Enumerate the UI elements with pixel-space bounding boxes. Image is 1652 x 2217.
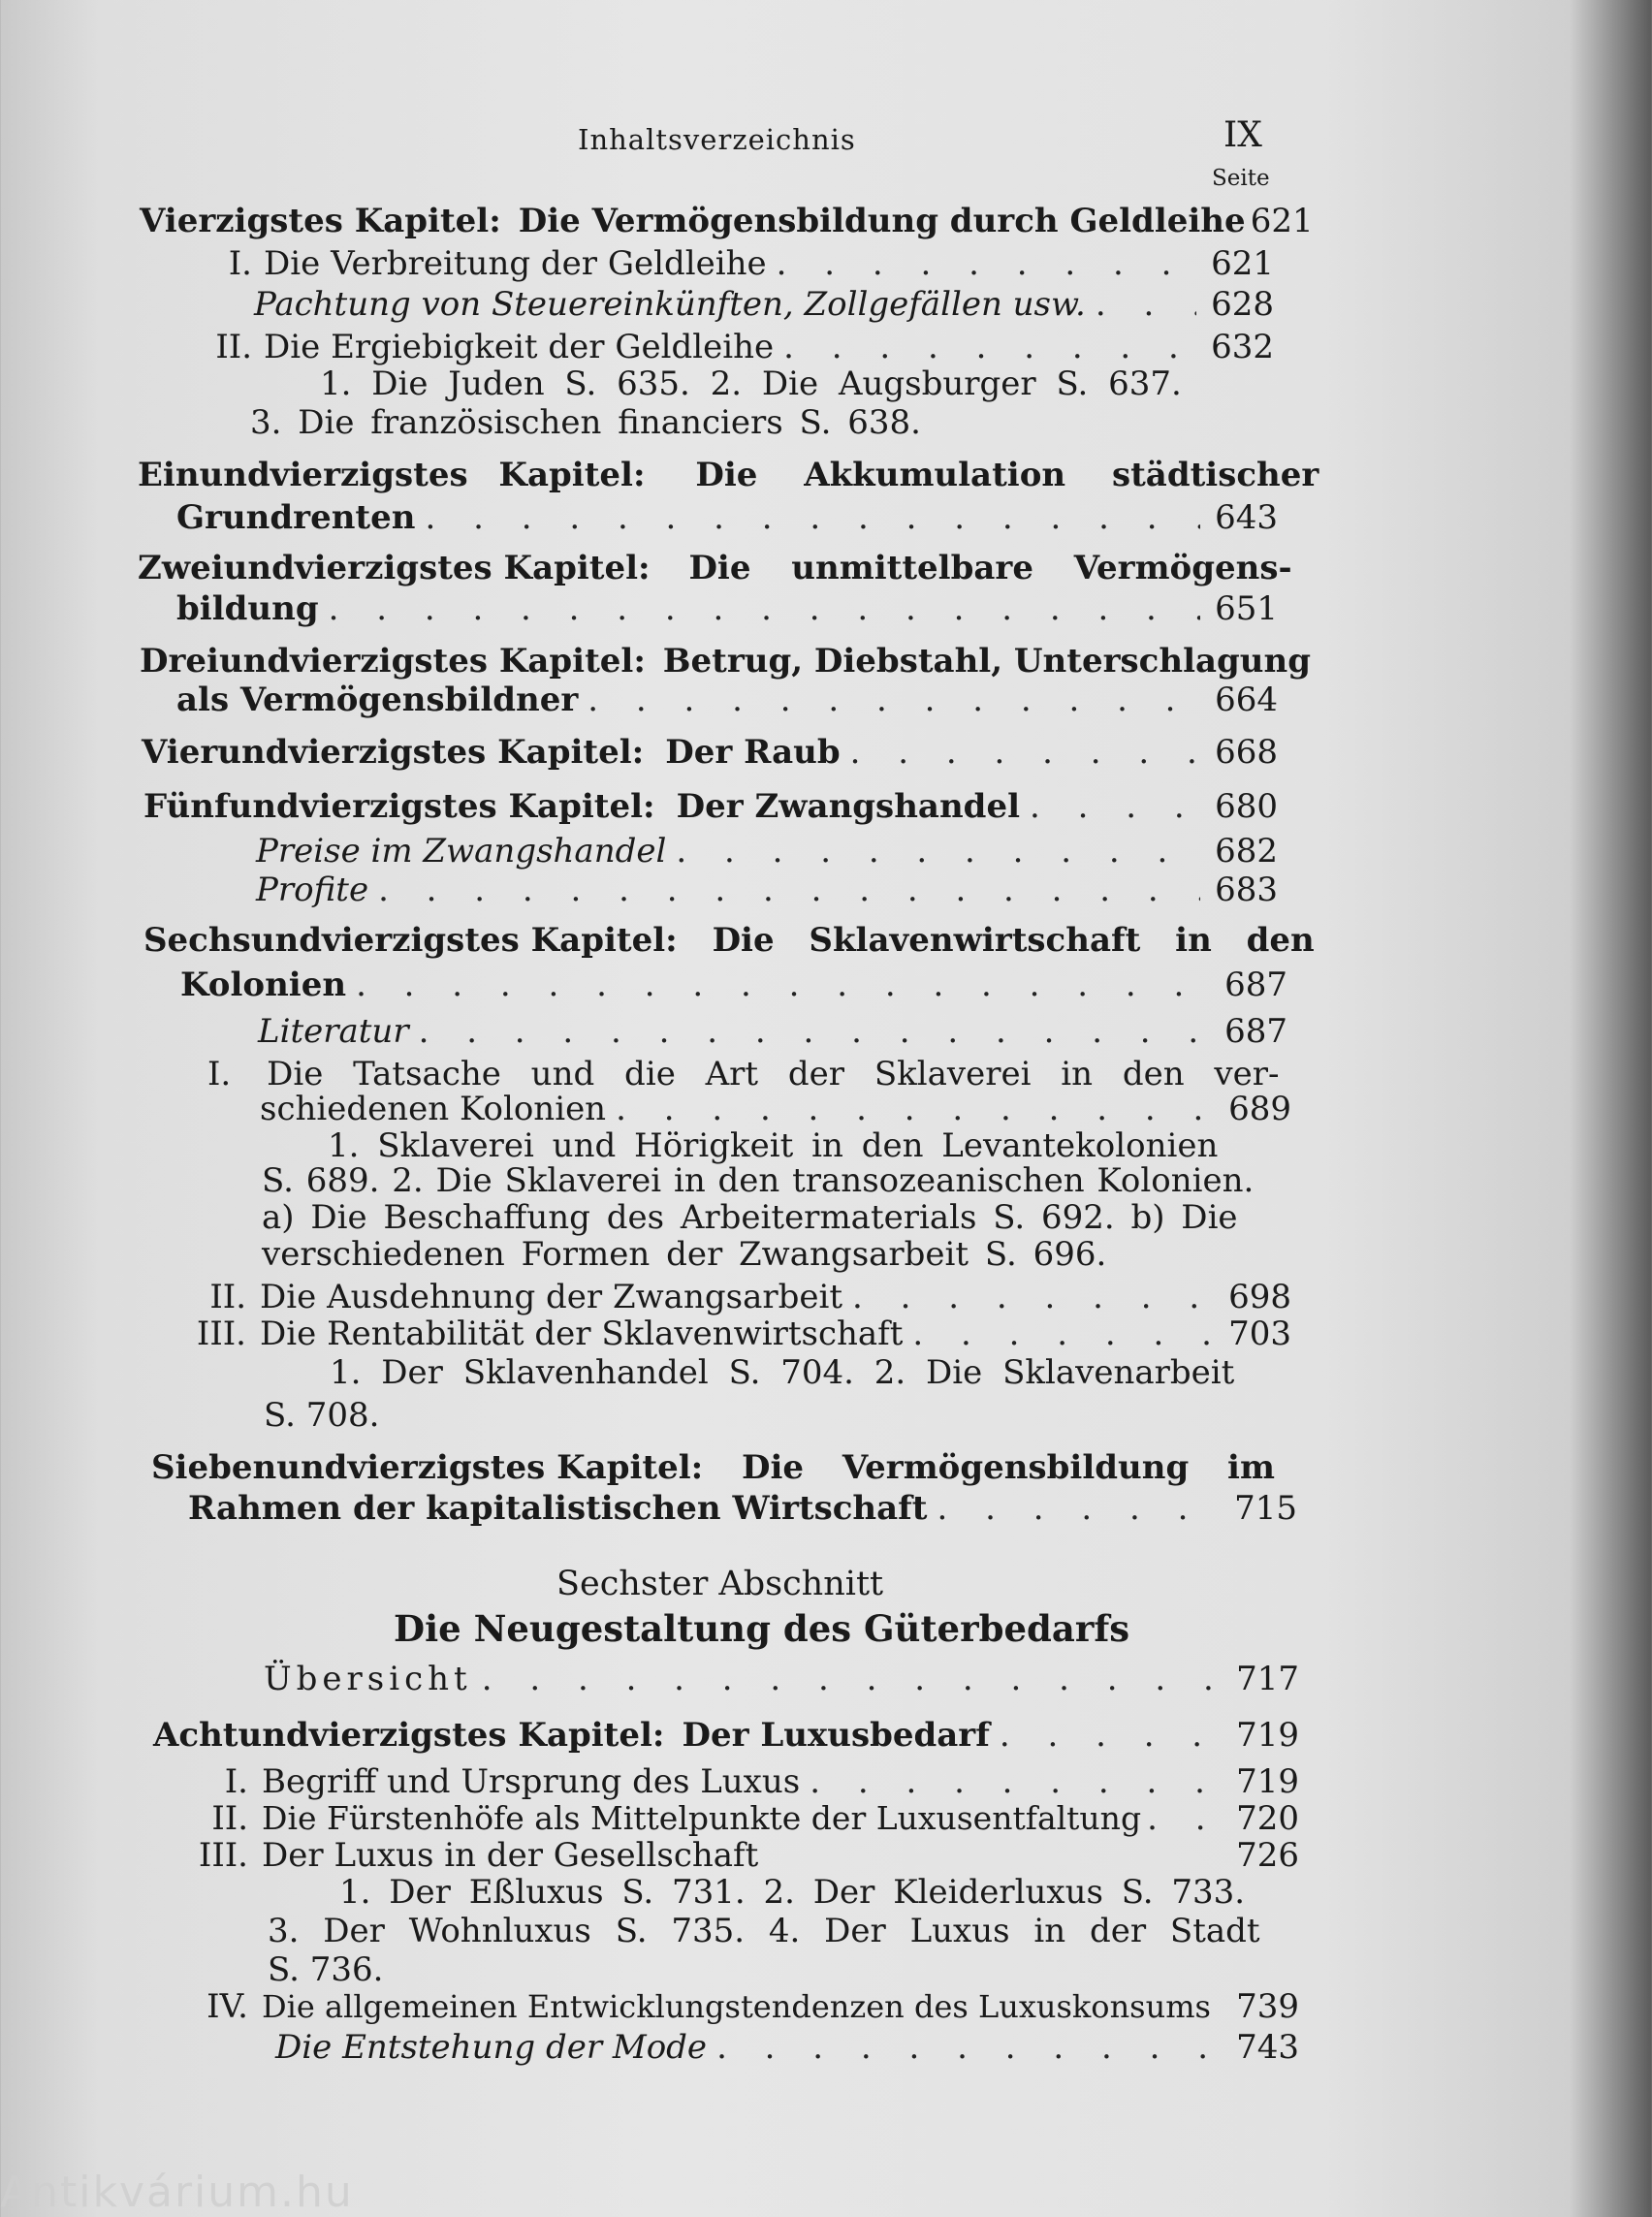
- chapter-45-entry: [143, 787, 1278, 826]
- section-entry: [204, 244, 1274, 283]
- overview-title: Übersicht: [264, 1660, 472, 1698]
- section-entry: [190, 1278, 1291, 1316]
- section-detail: S. 736.: [268, 1950, 384, 1989]
- section-detail: verschiedenen Formen der Zwangsarbeit S. 696.: [262, 1235, 1107, 1274]
- page-number: 698: [1228, 1278, 1291, 1316]
- page-number-roman: IX: [1223, 115, 1262, 155]
- subsection-title: Profite: [256, 871, 369, 909]
- chapter-prefix: Sechsundvierzigstes Kapitel:: [143, 921, 678, 960]
- section-detail: S. 689. 2. Die Sklaverei in den transozeanischen Kolonien.: [262, 1161, 1255, 1200]
- leader-dots: [676, 832, 1200, 871]
- section-detail: a) Die Beschaffung des Arbeitermaterials S. 692. b) Die: [262, 1198, 1238, 1237]
- section-detail: 3. Die französischen financiers S. 638.: [250, 403, 921, 442]
- section-detail: 1. Der Eßluxus S. 731. 2. Der Kleiderluxus S. 733.: [339, 1873, 1246, 1912]
- subsection-entry: [254, 285, 1274, 324]
- chapter-44-entry: [142, 733, 1278, 772]
- page-number: 668: [1215, 733, 1278, 772]
- chapter-prefix: Achtundvierzigstes Kapitel:: [153, 1716, 665, 1755]
- chapter-title-line1: Betrug, Diebstahl, Unterschlagung: [662, 642, 1312, 681]
- leader-dots: [1096, 285, 1196, 324]
- section-number: II.: [211, 1799, 248, 1838]
- chapter-40-entry: [140, 202, 1314, 240]
- page-number: 683: [1215, 871, 1278, 909]
- page-number: 632: [1211, 328, 1274, 366]
- chapter-prefix: Zweiundvierzigstes Kapitel:: [138, 549, 651, 587]
- page-number: 689: [1228, 1090, 1291, 1128]
- page-number: 680: [1215, 787, 1278, 826]
- section-detail: 1. Der Sklavenhandel S. 704. 2. Die Sklavenarbeit: [330, 1353, 1235, 1392]
- leader-dots: [852, 1278, 1214, 1316]
- section-number: II.: [209, 1278, 246, 1316]
- chapter-prefix: Vierzigstes Kapitel:: [140, 202, 501, 240]
- leader-dots: [912, 1314, 1214, 1353]
- chapter-42-heading: [138, 549, 1292, 587]
- section-number: III.: [196, 1314, 246, 1353]
- section-number: I.: [207, 1055, 232, 1093]
- section-number: III.: [198, 1836, 248, 1875]
- leader-dots: [588, 681, 1200, 719]
- page-number: 628: [1211, 285, 1274, 324]
- leader-dots: [810, 1762, 1222, 1801]
- page-number: 720: [1236, 1799, 1299, 1838]
- page-number: 726: [1236, 1836, 1299, 1875]
- leader-dots: [1147, 1799, 1225, 1838]
- leader-dots: [482, 1660, 1222, 1698]
- chapter-42-entry: [176, 589, 1278, 628]
- page-number: 664: [1215, 681, 1278, 719]
- subsection-entry: [256, 871, 1278, 909]
- overview-entry: [264, 1660, 1299, 1698]
- chapter-title: Der Zwangshandel: [676, 787, 1020, 826]
- section-title: Die Rentabilität der Sklavenwirtschaft: [260, 1314, 904, 1353]
- page-number: 703: [1228, 1314, 1291, 1353]
- leader-dots: [329, 589, 1200, 628]
- part-label: Sechster Abschnitt: [556, 1565, 884, 1603]
- section-title-line1: Die Tatsache und die Art der Sklaverei in den ver-: [267, 1055, 1280, 1093]
- chapter-46-entry: [180, 966, 1287, 1004]
- chapter-title-line2: Rahmen der kapitalistischen Wirtschaft: [188, 1489, 928, 1528]
- seite-label: Seite: [1212, 166, 1270, 191]
- running-head: Inhaltsverzeichnis: [578, 123, 856, 156]
- section-entry: [184, 1836, 1299, 1875]
- section-detail: S. 708.: [264, 1396, 380, 1435]
- leader-dots: [850, 733, 1200, 772]
- section-number: II.: [215, 328, 252, 366]
- subsection-entry: [275, 2028, 1299, 2067]
- section-title: Die Verbreitung der Geldleihe: [264, 244, 767, 283]
- chapter-prefix: Einundvierzigstes Kapitel:: [138, 456, 646, 494]
- section-title: Die allgemeinen Entwicklungstendenzen des Luxuskonsums: [262, 1988, 1211, 2025]
- page-number: 651: [1215, 589, 1278, 628]
- page-number: 719: [1236, 1762, 1299, 1801]
- chapter-title-line2: als Vermögensbildner: [176, 681, 579, 719]
- leader-dots: [783, 328, 1196, 366]
- subsection-title: Preise im Zwangshandel: [256, 832, 667, 871]
- section-title: Begriff und Ursprung des Luxus: [262, 1762, 801, 1801]
- page-number: 743: [1236, 2028, 1299, 2067]
- chapter-title: Der Luxusbedarf: [682, 1716, 990, 1755]
- part-title: Die Neugestaltung des Güterbedarfs: [394, 1607, 1130, 1650]
- leader-dots: [425, 498, 1200, 537]
- leader-dots: [937, 1489, 1220, 1528]
- chapter-47-entry: [188, 1489, 1297, 1528]
- subsection-title: Die Entstehung der Mode: [275, 2028, 708, 2067]
- chapter-prefix: Dreiundvierzigstes Kapitel:: [140, 642, 646, 681]
- chapter-title-line1: Die Akkumulation städtischer: [695, 456, 1319, 494]
- chapter-title-line1: Die Sklavenwirtschaft in den: [712, 921, 1315, 960]
- page-number: 715: [1234, 1489, 1297, 1528]
- watermark: Antikvárium.hu: [0, 2168, 354, 2217]
- section-number: IV.: [206, 1987, 248, 2026]
- leader-dots: [1030, 787, 1200, 826]
- section-title: Der Luxus in der Gesellschaft: [262, 1836, 759, 1875]
- chapter-41-entry: [176, 498, 1278, 537]
- section-detail: 3. Der Wohnluxus S. 735. 4. Der Luxus in der Stadt: [268, 1912, 1260, 1950]
- section-entry: [182, 1314, 1291, 1353]
- section-detail: 1. Sklaverei und Hörigkeit in den Levantekolonien: [328, 1126, 1219, 1165]
- page-number: 719: [1236, 1716, 1299, 1755]
- page-number: 687: [1224, 1012, 1287, 1051]
- subsection-title: Pachtung von Steuereinkünften, Zollgefällen usw.: [254, 285, 1086, 324]
- section-detail: 1. Die Juden S. 635. 2. Die Augsburger S. 637.: [320, 364, 1182, 403]
- section-entry: [260, 1090, 1291, 1128]
- section-title: Die Ergiebigkeit der Geldleihe: [264, 328, 775, 366]
- leader-dots: [616, 1090, 1214, 1128]
- chapter-43-heading: [140, 642, 1311, 681]
- page-number: 682: [1215, 832, 1278, 871]
- chapter-47-heading: [151, 1448, 1275, 1487]
- chapter-41-heading: [138, 456, 1318, 494]
- subsection-entry: [258, 1012, 1287, 1051]
- chapter-title: Die Vermögensbildung durch Geldleihe: [518, 202, 1246, 240]
- subsection-entry: [256, 832, 1278, 871]
- chapter-title: Der Raub: [665, 733, 841, 772]
- chapter-title-line1: Die unmittelbare Vermögens-: [688, 549, 1292, 587]
- section-entry: [188, 328, 1274, 366]
- section-number: I.: [224, 1762, 248, 1801]
- section-title-line2: schiedenen Kolonien: [260, 1090, 607, 1128]
- leader-dots: [716, 2028, 1222, 2067]
- section-entry: [190, 1799, 1299, 1838]
- section-heading: [207, 1055, 1280, 1093]
- leader-dots: [419, 1012, 1210, 1051]
- page-number: 621: [1211, 244, 1274, 283]
- chapter-title-line2: bildung: [176, 589, 319, 628]
- section-number: I.: [228, 244, 252, 283]
- chapter-title-line1: Die Vermögensbildung im: [742, 1448, 1275, 1487]
- page-number: 621: [1250, 202, 1314, 240]
- page-number: 717: [1236, 1660, 1299, 1698]
- section-title: Die Ausdehnung der Zwangsarbeit: [260, 1278, 843, 1316]
- page-number: 687: [1224, 966, 1287, 1004]
- page-number: 643: [1215, 498, 1278, 537]
- section-entry: [192, 1762, 1299, 1801]
- subsection-title: Literatur: [258, 1012, 409, 1051]
- chapter-prefix: Vierundvierzigstes Kapitel:: [142, 733, 645, 772]
- page-number: 739: [1236, 1987, 1299, 2026]
- chapter-46-heading: [143, 921, 1315, 960]
- chapter-prefix: Fünfundvierzigstes Kapitel:: [143, 787, 655, 826]
- chapter-title-line2: Kolonien: [180, 966, 347, 1004]
- section-title: Die Fürstenhöfe als Mittelpunkte der Luxusentfaltung: [262, 1799, 1142, 1837]
- section-entry: [194, 1987, 1299, 2026]
- chapter-48-entry: [153, 1716, 1299, 1755]
- chapter-prefix: Siebenundvierzigstes Kapitel:: [151, 1448, 704, 1487]
- leader-dots: [1000, 1716, 1222, 1755]
- chapter-title-line2: Grundrenten: [176, 498, 416, 537]
- leader-dots: [356, 966, 1210, 1004]
- leader-dots: [378, 871, 1200, 909]
- chapter-43-entry: [176, 681, 1278, 719]
- leader-dots: [777, 244, 1196, 283]
